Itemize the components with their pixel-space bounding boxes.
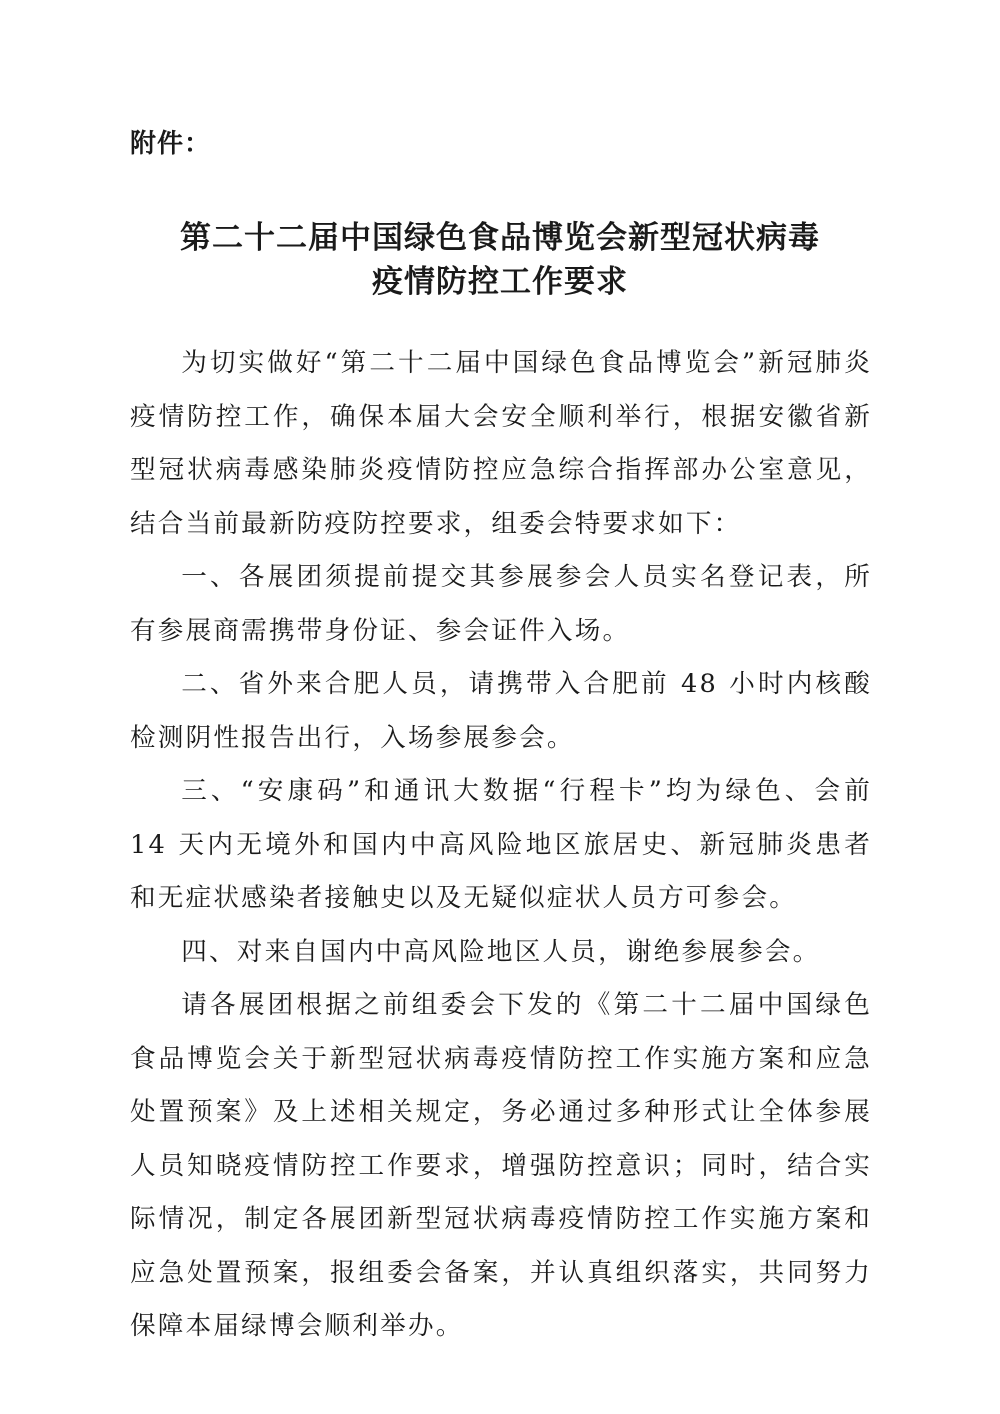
paragraph-intro: 为切实做好“第二十二届中国绿色食品博览会”新冠肺炎疫情防控工作，确保本届大会安全顺利举行，根据安徽省新型冠状病毒感染肺炎疫情防控应急综合指挥部办公室意见，结合当前最新防疫防控要求，组委会特要求如下：: [130, 348, 872, 539]
document-body: [130, 337, 872, 1354]
paragraph-item-4: 四、对来自国内中高风险地区人员，谢绝参展参会。: [181, 936, 821, 967]
paragraph-item-1: 一、各展团须提前提交其参展参会人员实名登记表，所有参展商需携带身份证、参会证件入场。: [130, 562, 872, 646]
paragraph-item-2: 二、省外来合肥人员，请携带入合肥前 48 小时内核酸检测阴性报告出行，入场参展参会。: [130, 669, 872, 753]
paragraph-closing: 请各展团根据之前组委会下发的《第二十二届中国绿色食品博览会关于新型冠状病毒疫情防控工作实施方案和应急处置预案》及上述相关规定，务必通过多种形式让全体参展人员知晓疫情防控工作要求，增强防控意识；同时，结合实际情况，制定各展团新型冠状病毒疫情防控工作实施方案和应急处置预案，报组委会备案，并认真组织落实，共同努力保障本届绿博会顺利举办。: [130, 990, 872, 1341]
paragraph-item-3: 三、“安康码”和通讯大数据“行程卡”均为绿色、会前 14 天内无境外和国内中高风险地区旅居史、新冠肺炎患者和无症状感染者接触史以及无疑似症状人员方可参会。: [130, 776, 872, 913]
document-title-line-2: 疫情防控工作要求: [372, 264, 628, 300]
attachment-label: 附件：: [130, 129, 212, 159]
document-title-line-1: 第二十二届中国绿色食品博览会新型冠状病毒: [180, 220, 820, 256]
